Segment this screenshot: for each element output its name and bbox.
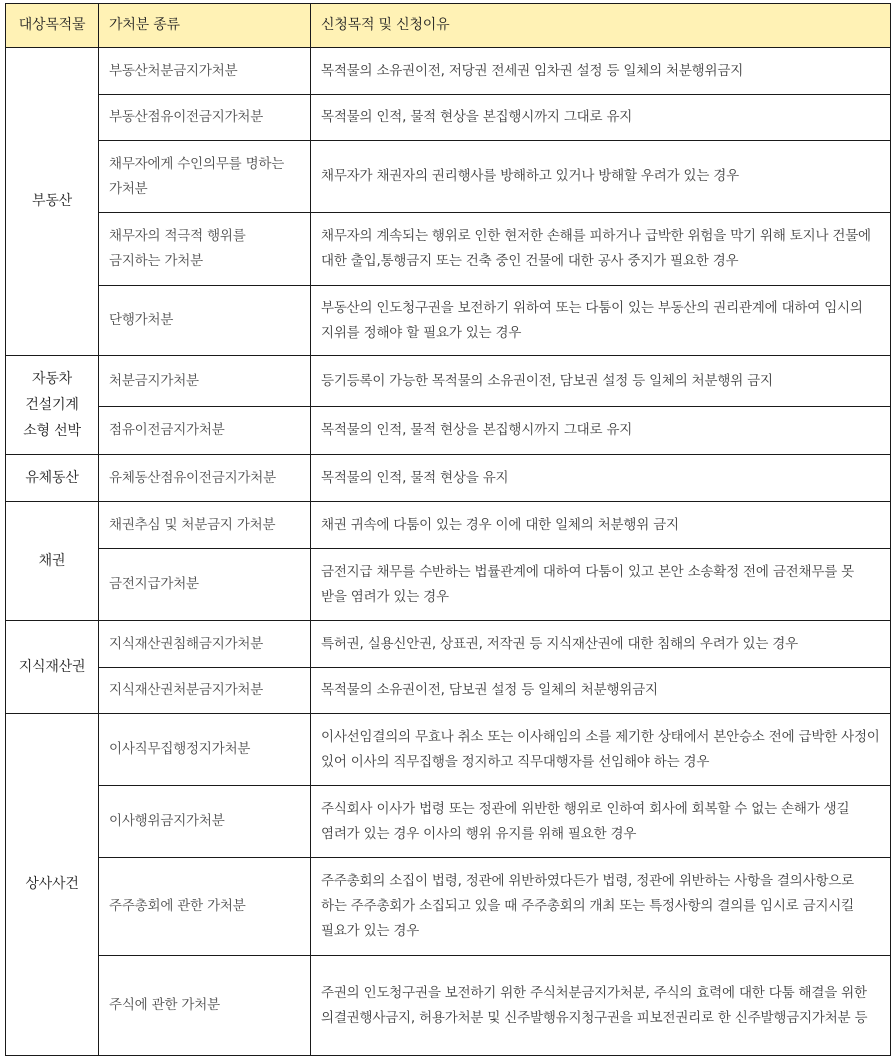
table-row [6, 213, 891, 286]
reason-cell: 목적물의 인적, 물적 현상을 본집행시까지 그대로 유지 [311, 95, 891, 141]
kind-cell: 채무자의 적극적 행위를 금지하는 가처분 [99, 213, 311, 286]
table-row [6, 48, 891, 95]
header-kind: 가처분 종류 [99, 4, 311, 48]
kind-cell: 부동산점유이전금지가처분 [99, 95, 311, 141]
target-cell-movables: 유체동산 [6, 455, 99, 502]
target-cell-vehicle: 자동차 건설기계 소형 선박 [6, 356, 99, 455]
table-row [6, 286, 891, 356]
kind-cell: 주주총회에 관한 가처분 [99, 858, 311, 956]
table-row [6, 549, 891, 621]
reason-cell: 부동산의 인도청구권을 보전하기 위하여 또는 다툼이 있는 부동산의 권리관계에 대하여 임시의 지위를 정해야 할 필요가 있는 경우 [311, 286, 891, 356]
reason-cell: 이사선임결의의 무효나 취소 또는 이사해임의 소를 제기한 상태에서 본안승소 전에 급박한 사정이 있어 이사의 직무집행을 정지하고 직무대행자를 선임해야 하는 경우 [311, 714, 891, 786]
kind-cell: 지식재산권침해금지가처분 [99, 621, 311, 668]
reason-cell: 특허권, 실용신안권, 상표권, 저작권 등 지식재산권에 대한 침해의 우려가 있는 경우 [311, 621, 891, 668]
kind-cell: 채권추심 및 처분금지 가처분 [99, 502, 311, 549]
table-row [6, 95, 891, 141]
reason-cell: 채권 귀속에 다툼이 있는 경우 이에 대한 일체의 처분행위 금지 [311, 502, 891, 549]
table-row [6, 356, 891, 407]
provisional-disposition-table [5, 3, 891, 1056]
kind-cell: 채무자에게 수인의무를 명하는 가처분 [99, 141, 311, 213]
kind-cell: 주식에 관한 가처분 [99, 956, 311, 1056]
kind-cell: 부동산처분금지가처분 [99, 48, 311, 95]
header-reason: 신청목적 및 신청이유 [311, 4, 891, 48]
table-row [6, 714, 891, 786]
table-row [6, 858, 891, 956]
reason-cell: 목적물의 인적, 물적 현상을 유지 [311, 455, 891, 502]
kind-cell: 이사행위금지가처분 [99, 786, 311, 858]
reason-cell: 금전지급 채무를 수반하는 법률관계에 대하여 다툼이 있고 본안 소송확정 전에 금전채무를 못 받을 염려가 있는 경우 [311, 549, 891, 621]
table-body [6, 48, 891, 1056]
header-target: 대상목적물 [6, 4, 99, 48]
table-row [6, 668, 891, 714]
header-row [6, 4, 891, 48]
reason-cell: 목적물의 소유권이전, 담보권 설정 등 일체의 처분행위금지 [311, 668, 891, 714]
reason-cell: 주주총회의 소집이 법령, 정관에 위반하였다든가 법령, 정관에 위반하는 사항을 결의사항으로 하는 주주총회가 소집되고 있을 때 주주총회의 개최 또는 특정사항의 결의를 임시로 금지시킬 필요가 있는 경우 [311, 858, 891, 956]
target-cell-claims: 채권 [6, 502, 99, 621]
table-row [6, 956, 891, 1056]
reason-cell: 채무자가 채권자의 권리행사를 방해하고 있거나 방해할 우려가 있는 경우 [311, 141, 891, 213]
table-row [6, 455, 891, 502]
reason-cell: 목적물의 인적, 물적 현상을 본집행시까지 그대로 유지 [311, 407, 891, 455]
table-row [6, 786, 891, 858]
kind-cell: 점유이전금지가처분 [99, 407, 311, 455]
target-cell-real-estate: 부동산 [6, 48, 99, 356]
kind-cell: 지식재산권처분금지가처분 [99, 668, 311, 714]
reason-cell: 목적물의 소유권이전, 저당권 전세권 임차권 설정 등 일체의 처분행위금지 [311, 48, 891, 95]
target-cell-ip: 지식재산권 [6, 621, 99, 714]
table-row [6, 407, 891, 455]
target-cell-commercial: 상사사건 [6, 714, 99, 1056]
kind-cell: 처분금지가처분 [99, 356, 311, 407]
reason-cell: 주식회사 이사가 법령 또는 정관에 위반한 행위로 인하여 회사에 회복할 수 없는 손해가 생길 염려가 있는 경우 이사의 행위 유지를 위해 필요한 경우 [311, 786, 891, 858]
kind-cell: 단행가처분 [99, 286, 311, 356]
table-row [6, 621, 891, 668]
kind-cell: 유체동산점유이전금지가처분 [99, 455, 311, 502]
kind-cell: 이사직무집행정지가처분 [99, 714, 311, 786]
reason-cell: 채무자의 계속되는 행위로 인한 현저한 손해를 피하거나 급박한 위험을 막기 위해 토지나 건물에 대한 출입,통행금지 또는 건축 중인 건물에 대한 공사 중지가 필요한 경우 [311, 213, 891, 286]
table-row [6, 502, 891, 549]
kind-cell: 금전지급가처분 [99, 549, 311, 621]
table-header [6, 4, 891, 48]
table-row [6, 141, 891, 213]
reason-cell: 주권의 인도청구권을 보전하기 위한 주식처분금지가처분, 주식의 효력에 대한 다툼 해결을 위한 의결권행사금지, 허용가처분 및 신주발행유지청구권을 피보전권리로 한 신주발행금지가처분 등 [311, 956, 891, 1056]
reason-cell: 등기등록이 가능한 목적물의 소유권이전, 담보권 설정 등 일체의 처분행위 금지 [311, 356, 891, 407]
